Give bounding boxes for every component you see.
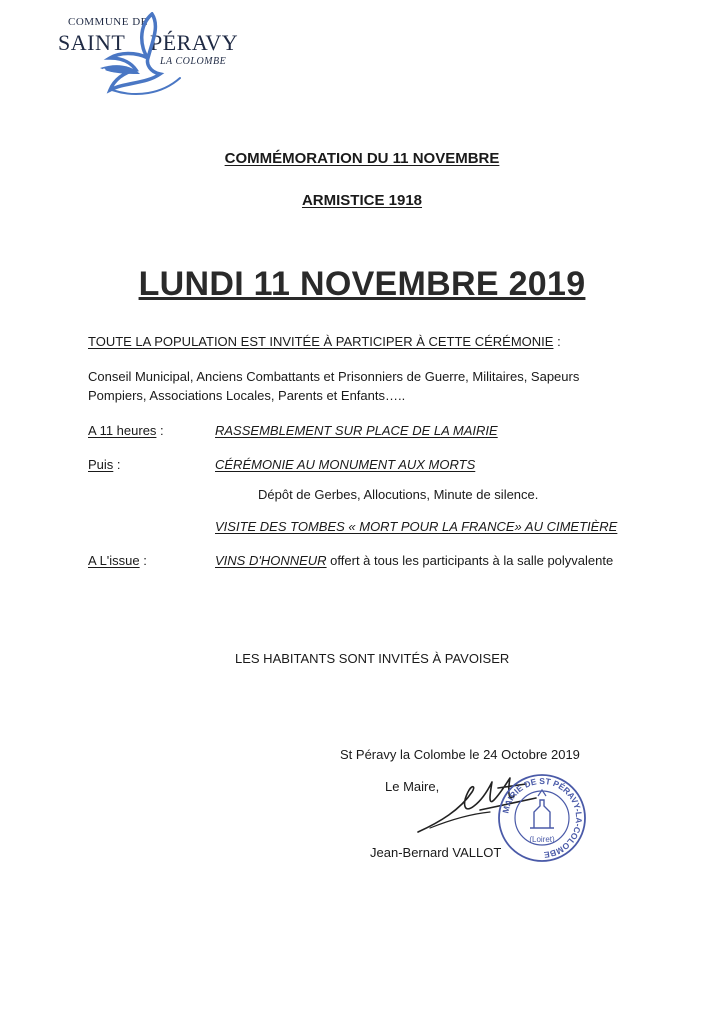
participants-line-1: Conseil Municipal, Anciens Combattants et Prisonniers de Guerre, Militaires, Sapeurs (88, 369, 580, 384)
logo-line1: COMMUNE DE (68, 16, 148, 28)
issue-label: A L'issue : (88, 553, 147, 568)
document-title: COMMÉMORATION DU 11 NOVEMBRE (224, 150, 500, 167)
logo-line2-right: PÉRAVY (150, 30, 239, 55)
stamp-center-text: (Loiret) (529, 835, 555, 844)
invitation-text: TOUTE LA POPULATION EST INVITÉE À PARTICIPER À CETTE CÉRÉMONIE (88, 334, 554, 349)
place-date: St Péravy la Colombe le 24 Octobre 2019 (340, 747, 580, 762)
issue-text (215, 553, 613, 568)
svg-text:MAIRIE DE ST PÉRAVY-LA-COLOMBE (500, 776, 584, 860)
participants-line-2: Pompiers, Associations Locales, Parents et Enfants….. (88, 388, 406, 403)
logo-line2-left: SAINT (58, 30, 126, 55)
ceremony-details: Dépôt de Gerbes, Allocutions, Minute de silence. (258, 487, 539, 502)
cemetery-visit: VISITE DES TOMBES « MORT POUR LA FRANCE» AU CIMETIÈRE (215, 519, 618, 534)
pavoiser-notice: LES HABITANTS SONT INVITÉS À PAVOISER (235, 651, 510, 666)
invitation-line (88, 334, 561, 349)
event-date-headline: LUNDI 11 NOVEMBRE 2019 (138, 265, 586, 303)
schedule-label-2: Puis : (88, 457, 121, 472)
invitation-colon: : (553, 334, 561, 349)
issue-rest: offert à tous les participants à la salle polyvalente (326, 553, 614, 568)
logo-line3: LA COLOMBE (160, 56, 227, 67)
commune-logo (50, 12, 250, 102)
mayor-role: Le Maire, (385, 779, 440, 794)
document-subtitle: ARMISTICE 1918 (301, 192, 423, 209)
dove-icon (90, 12, 210, 102)
mayor-name: Jean-Bernard VALLOT (370, 845, 502, 860)
mairie-stamp (496, 772, 588, 864)
schedule-label-1: A 11 heures : (88, 423, 164, 438)
schedule-text-2: CÉRÉMONIE AU MONUMENT AUX MORTS (215, 457, 476, 472)
issue-highlight: VINS D'HONNEUR (215, 553, 327, 568)
schedule-text-1: RASSEMBLEMENT SUR PLACE DE LA MAIRIE (215, 423, 498, 438)
stamp-ring-text: MAIRIE DE ST PÉRAVY-LA-COLOMBE (500, 775, 585, 861)
